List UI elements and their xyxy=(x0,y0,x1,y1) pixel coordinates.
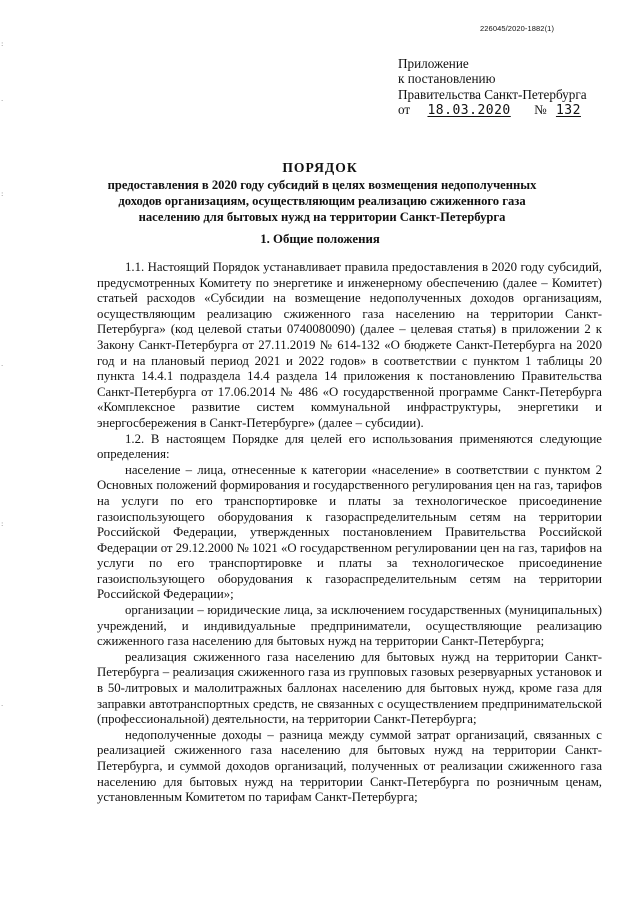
annex-date-line xyxy=(398,102,618,118)
paragraph: организации – юридические лица, за исключением государственных (муниципальных) учреждений, и индивидуальные предприниматели, осуществляющие реализацию сжиженного газа населению для бытовых нужд на территории Санкт-Петербурга; xyxy=(97,603,602,649)
number-value: 132 xyxy=(555,103,581,119)
section-heading: 1. Общие положения xyxy=(260,232,380,246)
annex-line-2: к постановлению xyxy=(398,71,496,87)
document-id: 226045/2020-1882(1) xyxy=(480,24,555,33)
paragraph: 1.2. В настоящем Порядке для целей его использования применяются следующие определения: xyxy=(97,431,602,462)
date-prefix: от xyxy=(398,102,411,118)
paragraph: реализация сжиженного газа населению для бытовых нужд на территории Санкт-Петербурга – реализация сжиженного газа из групповых газовых резервуарных установок и в 50-литровых и малолитражных баллонах населению для бытовых нужд, кроме газа для заправки автотранспортных средств, не связанных с осуществлением предпринимательской (профессиональной) деятельности, на территории Санкт-Петербурга; xyxy=(97,649,602,727)
date-value: 18.03.2020 xyxy=(427,103,511,119)
paragraph: 1.1. Настоящий Порядок устанавливает правила предоставления в 2020 году субсидий, предусмотренных Комитету по энергетике и инженерному обеспечению (далее – Комитет) статьей расходов «Субсидии на возмещение недополученных доходов организациям, осуществляющим реализацию сжиженного газа населению на территории Санкт-Петербурга» (код целевой статьи 0740080090) (далее – целевая статья) в приложении 2 к Закону Санкт-Петербурга от 27.11.2019 № 614-132 «О бюджете Санкт-Петербурга на 2020 год и на плановый период 2021 и 2022 годов» в соответствии с пунктом 1 таблицы 20 пункта 14.4.1 подраздела 14.4 раздела 14 приложения к постановлению Правительства Санкт-Петербурга от 17.06.2014 № 486 «О государственной программе Санкт-Петербурга «Комплексное развитие систем коммунальной инфраструктуры, энергетики и энергосбережения в Санкт-Петербурге» (далее – субсидии). xyxy=(97,260,602,430)
document-body xyxy=(97,260,602,806)
paragraph: население – лица, отнесенные к категории «население» в соответствии с пунктом 2 Основных положений формирования и государственного регулирования цен на газ, тарифов на услуги по его транспортировке и платы за технологическое присоединение газоиспользующего оборудования к газораспределительным сетям на территории Российской Федерации, утвержденных постановлением Правительства Российской Федерации от 29.12.2000 № 1021 «О государственном регулировании цен на газ, тарифов на услуги по его транспортировке и платы за технологическое присоединение газоиспользующего оборудования к газораспределительным сетям на территории Российской Федерации»; xyxy=(97,462,602,602)
number-sign: № xyxy=(534,102,547,118)
annex-line-3: Правительства Санкт-Петербурга xyxy=(398,86,587,102)
paragraph: недополученные доходы – разница между суммой затрат организаций, связанных с реализацией сжиженного газа населению для бытовых нужд на территории Санкт-Петербурга, и суммой доходов организаций, полученных от реализации сжиженного газа населению для бытовых нужд на территории Санкт-Петербурга по розничным ценам, установленным Комитетом по тарифам Санкт-Петербурга; xyxy=(97,727,602,805)
scan-margin-marks: : . : . : . xyxy=(1,40,4,708)
annex-block xyxy=(398,56,618,119)
document-title: ПОРЯДОК xyxy=(282,160,358,175)
annex-line-1: Приложение xyxy=(398,56,469,71)
document-subtitle: предоставления в 2020 году субсидий в целях возмещения недополученных доходов организациям, осуществляющим реализацию сжиженного газа населению для бытовых нужд на территории Санкт-Петербурга xyxy=(107,178,537,225)
